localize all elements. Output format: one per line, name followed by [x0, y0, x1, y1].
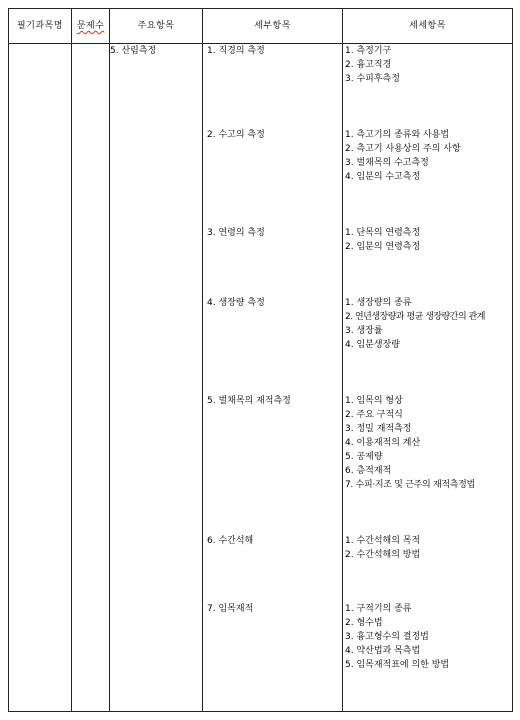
detail-item: 1. 구적기의 종류: [345, 604, 412, 614]
sub-item-cell: [203, 44, 343, 712]
detail-item: 1. 단목의 연령측정: [345, 228, 421, 238]
detail-item: 4. 이용재적의 계산: [345, 438, 421, 448]
header-subject: 필기과목명: [9, 9, 72, 44]
detail-list: [345, 534, 512, 562]
detail-item: 3. 흉고형수의 결정법: [345, 632, 429, 642]
header-detail-item: 세세항목: [343, 9, 513, 44]
detail-item: 2. 연년생장량과 평균 생장량간의 관계: [345, 312, 485, 322]
detail-list: [345, 44, 512, 86]
table-row: [9, 44, 513, 712]
sub-item-label: 6. 수간석해: [207, 536, 254, 546]
detail-item: 4. 약산법과 목측법: [345, 646, 421, 656]
detail-item: 1. 측정기구: [345, 46, 392, 56]
sub-item-label: 7. 임목재적: [207, 604, 254, 614]
detail-item: 1. 생장량의 종류: [345, 298, 412, 308]
detail-item: 4. 임분생장량: [345, 340, 400, 350]
detail-item: 2. 수간석해의 방법: [345, 550, 421, 560]
detail-item: 2. 측고기 사용상의 주의 사항: [345, 144, 461, 154]
detail-item: 1. 수간석해의 목적: [345, 536, 421, 546]
detail-item-cell: [343, 44, 513, 712]
sub-item-label: 1. 직경의 측정: [207, 46, 265, 56]
sub-item-label: 5. 벌채목의 재적측정: [207, 396, 291, 406]
detail-item: 3. 정밀 재적측정: [345, 424, 412, 434]
syllabus-table: [8, 8, 513, 712]
detail-list: [345, 296, 512, 352]
detail-item: 3. 생장률: [345, 326, 383, 336]
header-row: [9, 9, 513, 44]
detail-list: [345, 226, 512, 254]
detail-item: 1. 측고기의 종류와 사용법: [345, 130, 450, 140]
sub-item-label: 2. 수고의 측정: [207, 130, 265, 140]
header-count: 문제수: [72, 9, 110, 44]
syllabus-page: [8, 8, 512, 712]
header-main-item: 주요항목: [110, 9, 203, 44]
detail-item: 4. 임분의 수고측정: [345, 172, 421, 182]
detail-item: 7. 수피·지조 및 근주의 재적측정법: [345, 480, 475, 490]
detail-item: 2. 형수법: [345, 618, 383, 628]
detail-item: 2. 주요 구적식: [345, 410, 403, 420]
detail-item: 3. 벌채목의 수고측정: [345, 158, 429, 168]
detail-item: 5. 공제량: [345, 452, 383, 462]
main-item-label: 5. 산림측정: [110, 46, 157, 56]
detail-list: [345, 602, 512, 672]
detail-list: [345, 394, 512, 492]
detail-item: 5. 임목재적표에 의한 방법: [345, 660, 450, 670]
detail-item: 6. 층적재적: [345, 466, 392, 476]
sub-item-label: 3. 연령의 측정: [207, 228, 265, 238]
count-cell: [72, 44, 110, 712]
detail-list: [345, 128, 512, 184]
detail-item: 2. 흉고직경: [345, 60, 392, 70]
sub-item-label: 4. 생장량 측정: [207, 298, 265, 308]
subject-cell: [9, 44, 72, 712]
main-item-cell: [110, 44, 203, 712]
detail-item: 2. 임분의 연령측정: [345, 242, 421, 252]
detail-item: 1. 임목의 형상: [345, 396, 403, 406]
detail-item: 3. 수피후측정: [345, 74, 400, 84]
header-sub-item: 세부항목: [203, 9, 343, 44]
